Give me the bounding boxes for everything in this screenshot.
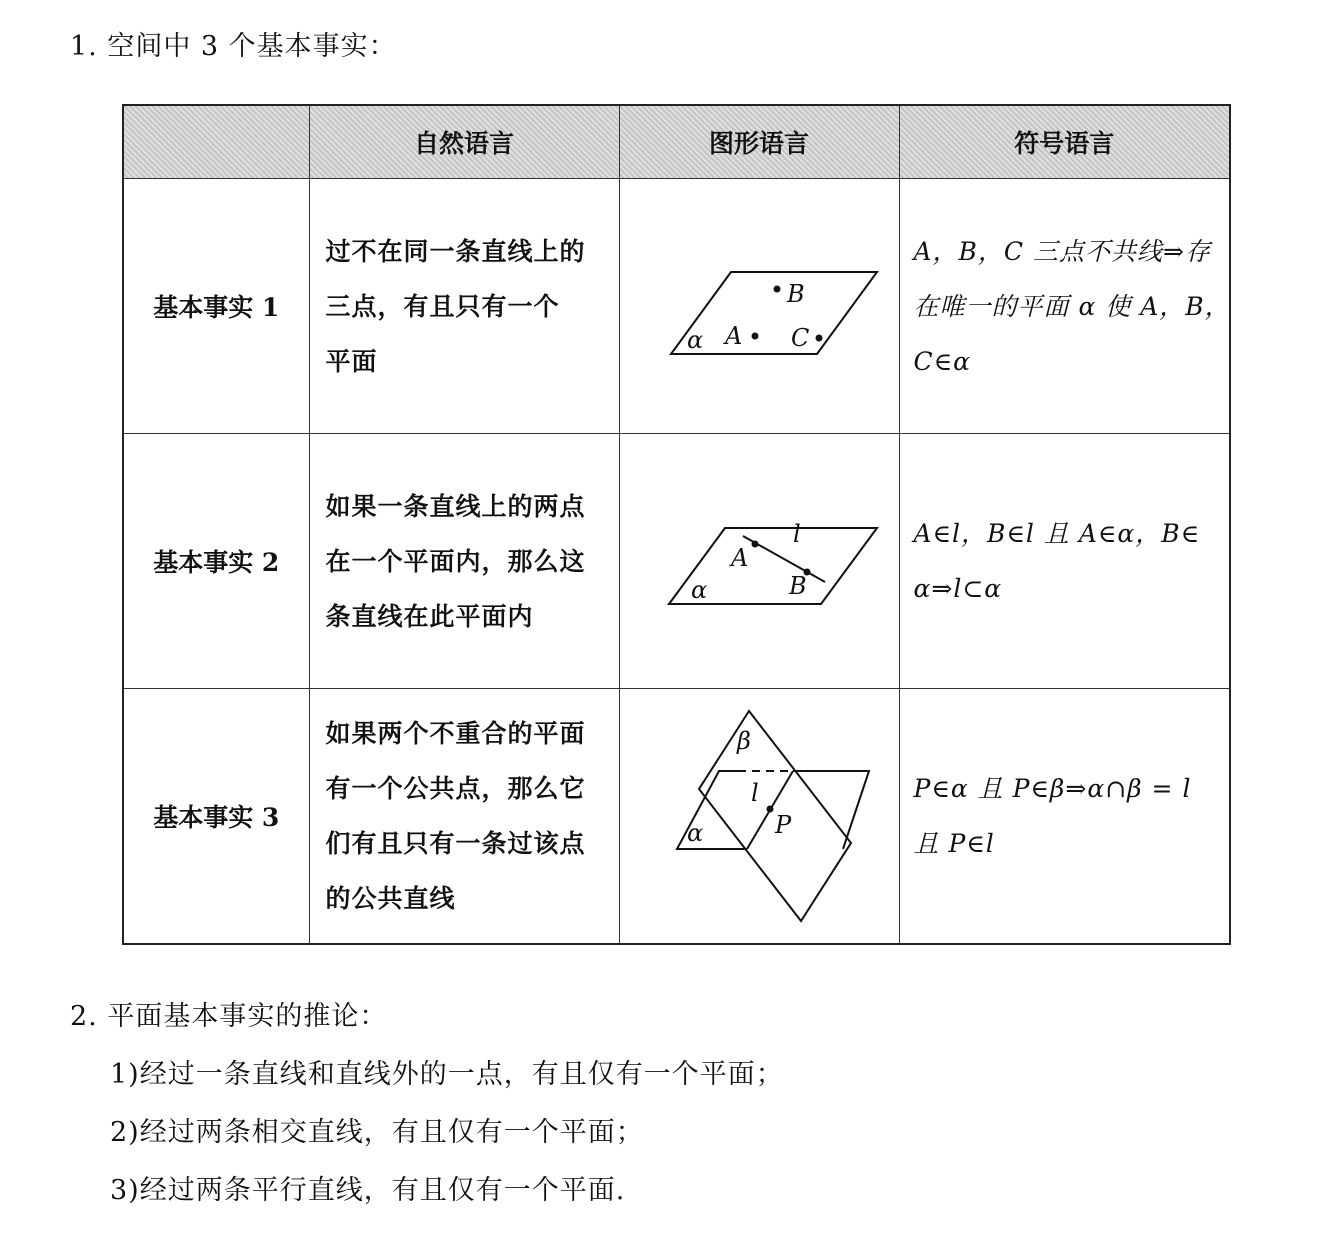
point-b-label: B <box>789 572 807 600</box>
point-b-dot <box>774 286 781 293</box>
natural-line: 的公共直线 <box>325 883 456 913</box>
natural-line: 三点，有且只有一个 <box>325 291 560 321</box>
point-c-label: C <box>791 324 810 352</box>
header-empty <box>123 105 309 179</box>
plane-alpha-label: α <box>687 326 704 354</box>
symbolic-line: α⇒l⊂α <box>913 574 1003 603</box>
section-2-title: 2. 平面基本事实的推论： <box>70 1001 388 1032</box>
point-a-dot <box>752 541 759 548</box>
natural-language-cell <box>309 434 619 689</box>
table-row <box>123 689 1230 944</box>
table-row <box>123 434 1230 689</box>
plane-alpha-label: α <box>691 576 708 604</box>
corollary-3: 3)经过两条平行直线，有且仅有一个平面. <box>110 1175 626 1206</box>
graphic-language-cell <box>619 434 899 689</box>
point-p-label: P <box>775 810 792 839</box>
line-l-label: l <box>793 520 801 548</box>
table-row <box>123 179 1230 434</box>
natural-line: 条直线在此平面内 <box>325 601 534 631</box>
graphic-language-cell <box>619 179 899 434</box>
fact1-figure <box>629 236 889 376</box>
point-a-label: A <box>731 544 749 572</box>
natural-language-cell <box>309 689 619 944</box>
corollary-1: 1)经过一条直线和直线外的一点，有且仅有一个平面； <box>110 1059 784 1090</box>
header-symbolic-language: 符号语言 <box>899 105 1230 179</box>
point-a-dot <box>752 333 759 340</box>
corollary-2: 2)经过两条相交直线，有且仅有一个平面； <box>110 1117 644 1148</box>
table-header-row <box>123 105 1230 179</box>
symbolic-language-cell <box>899 179 1230 434</box>
fact2-figure <box>629 506 889 616</box>
point-p-dot <box>767 805 774 812</box>
natural-line: 们有且只有一条过该点 <box>325 828 586 858</box>
section-1-title: 1. 空间中 3 个基本事实： <box>70 31 397 62</box>
natural-line: 有一个公共点，那么它 <box>325 773 586 803</box>
symbolic-line: P∈α 且 P∈β⇒α∩β = l <box>913 773 1192 803</box>
symbolic-line: A∈l，B∈l 且 A∈α，B∈ <box>913 519 1201 548</box>
natural-line: 如果两个不重合的平面 <box>325 718 586 748</box>
symbolic-line: C∈α <box>913 346 972 376</box>
natural-line: 平面 <box>325 346 378 376</box>
natural-line: 如果一条直线上的两点 <box>325 491 586 521</box>
graphic-language-cell <box>619 689 899 944</box>
symbolic-language-cell <box>899 689 1230 944</box>
point-b-label: B <box>787 280 805 308</box>
point-a-label: A <box>725 322 743 350</box>
point-c-dot <box>816 335 823 342</box>
symbolic-line: 在唯一的平面 α 使 A，B， <box>913 291 1231 321</box>
symbolic-language-cell <box>899 434 1230 689</box>
fact-label: 基本事实 1 <box>123 179 309 434</box>
fact3-figure <box>629 701 889 931</box>
line-l-label: l <box>751 778 759 807</box>
symbolic-line: 且 P∈l <box>913 828 995 858</box>
fact-label: 基本事实 2 <box>123 434 309 689</box>
symbolic-line: A，B，C 三点不共线⇒存 <box>913 236 1211 266</box>
header-natural-language: 自然语言 <box>309 105 619 179</box>
natural-line: 过不在同一条直线上的 <box>325 236 586 266</box>
plane-beta-label: β <box>737 726 751 755</box>
header-graphic-language: 图形语言 <box>619 105 899 179</box>
plane-alpha-label: α <box>687 818 704 847</box>
natural-language-cell <box>309 179 619 434</box>
natural-line: 在一个平面内，那么这 <box>325 546 586 576</box>
basic-facts-table <box>122 104 1231 945</box>
fact-label: 基本事实 3 <box>123 689 309 944</box>
